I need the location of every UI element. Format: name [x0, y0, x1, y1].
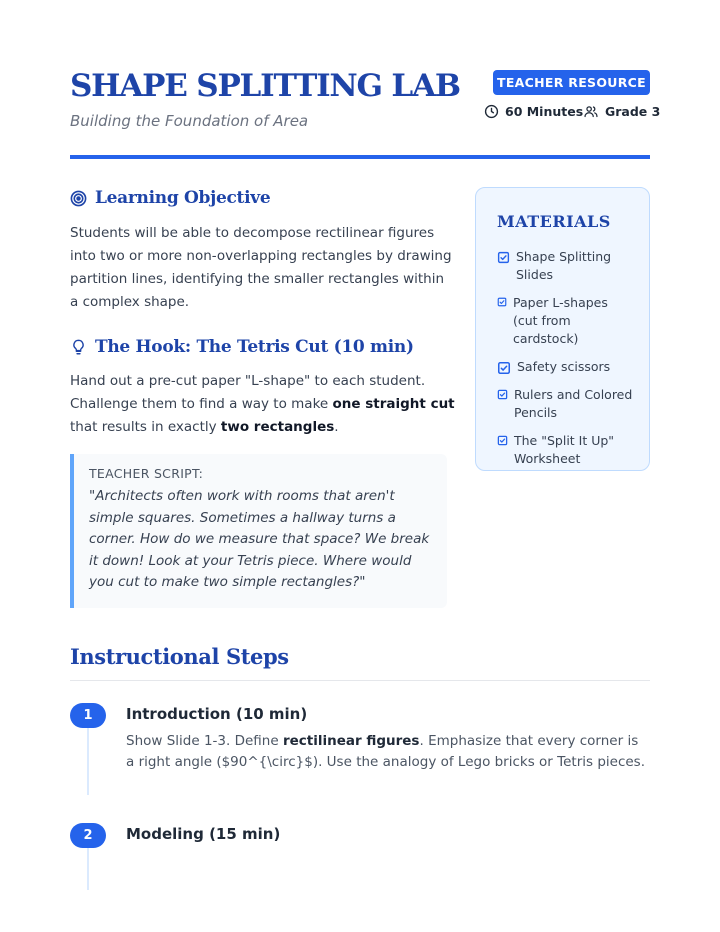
- material-item-label: Rulers and Colored Pencils: [514, 387, 633, 420]
- hook-text: [70, 370, 455, 439]
- objective-heading-text: Learning Objective: [95, 188, 271, 208]
- users-icon: [583, 104, 599, 119]
- teacher-script-quote: "Architects often work with rooms that aren't simple squares. Sometimes a hallway turns a corner. How do we measure that space? We break it down! Look at your Tetris piece. Where would you cut to make two simple rectangles?": [89, 488, 430, 590]
- duration-text: 60 Minutes: [505, 103, 584, 119]
- step-description: [126, 731, 650, 773]
- steps-heading: Instructional Steps: [70, 644, 289, 669]
- material-item: [497, 294, 635, 348]
- grade-meta: [583, 102, 660, 120]
- hook-heading-text: The Hook: The Tetris Cut (10 min): [95, 337, 414, 357]
- step-title: Modeling (15 min): [126, 825, 281, 843]
- hook-emphasis: two rectangles: [220, 419, 335, 435]
- step-number-badge: 2: [70, 823, 106, 848]
- target-icon: [70, 190, 87, 207]
- teacher-script-box: [70, 454, 447, 608]
- hook-text-part: .: [334, 419, 339, 435]
- hook-text-part: that results in exactly: [70, 419, 221, 435]
- checkbox-icon: [497, 297, 507, 307]
- materials-title: MATERIALS: [497, 212, 611, 231]
- material-item-label: Shape Splitting Slides: [516, 249, 612, 282]
- material-item: [497, 358, 635, 376]
- checkbox-icon: [497, 389, 508, 400]
- grade-text: Grade 3: [605, 103, 661, 119]
- material-item-label: The "Split It Up" Worksheet: [514, 433, 615, 466]
- material-item: [497, 386, 635, 422]
- material-item: [497, 248, 635, 284]
- clock-icon: [484, 104, 499, 119]
- page-title: SHAPE SPLITTING LAB: [70, 68, 460, 104]
- checkbox-icon: [497, 251, 510, 264]
- material-item-label: Paper L-shapes (cut from cardstock): [513, 295, 608, 346]
- hook-heading: [70, 337, 414, 357]
- objective-text: Students will be able to decompose rectilinear figures into two or more non-overlapping rectangles by drawing partition lines, identifying the smaller rectangles within a complex shape.: [70, 225, 452, 310]
- teacher-script-label: TEACHER SCRIPT:: [89, 466, 204, 481]
- step-emphasis: rectilinear figures: [282, 733, 420, 749]
- checkbox-icon: [497, 435, 508, 446]
- page-subtitle: Building the Foundation of Area: [70, 112, 309, 130]
- teacher-resource-badge: TEACHER RESOURCE: [493, 70, 650, 95]
- duration-meta: [484, 102, 583, 120]
- step-title: Introduction (10 min): [126, 705, 308, 723]
- step-text-part: . Emphasize that every corner is a right angle ($90^{\circ}$). Use the analogy of Lego bricks or Tetris pieces.: [126, 733, 646, 770]
- step-text-part: Show Slide 1-3. Define: [126, 733, 283, 749]
- lightbulb-icon: [70, 338, 87, 356]
- objective-heading: [70, 188, 270, 208]
- checkbox-icon: [497, 361, 511, 375]
- step-number-badge: 1: [70, 703, 106, 728]
- material-item-label: Safety scissors: [517, 359, 611, 374]
- material-item: [497, 432, 635, 468]
- hook-emphasis: one straight cut: [332, 396, 455, 412]
- materials-panel: [475, 187, 650, 471]
- hook-text-part: Hand out a pre-cut paper "L-shape" to each student. Challenge them to find a way to make: [70, 373, 426, 412]
- header-divider: [70, 155, 650, 159]
- steps-divider: [70, 680, 650, 681]
